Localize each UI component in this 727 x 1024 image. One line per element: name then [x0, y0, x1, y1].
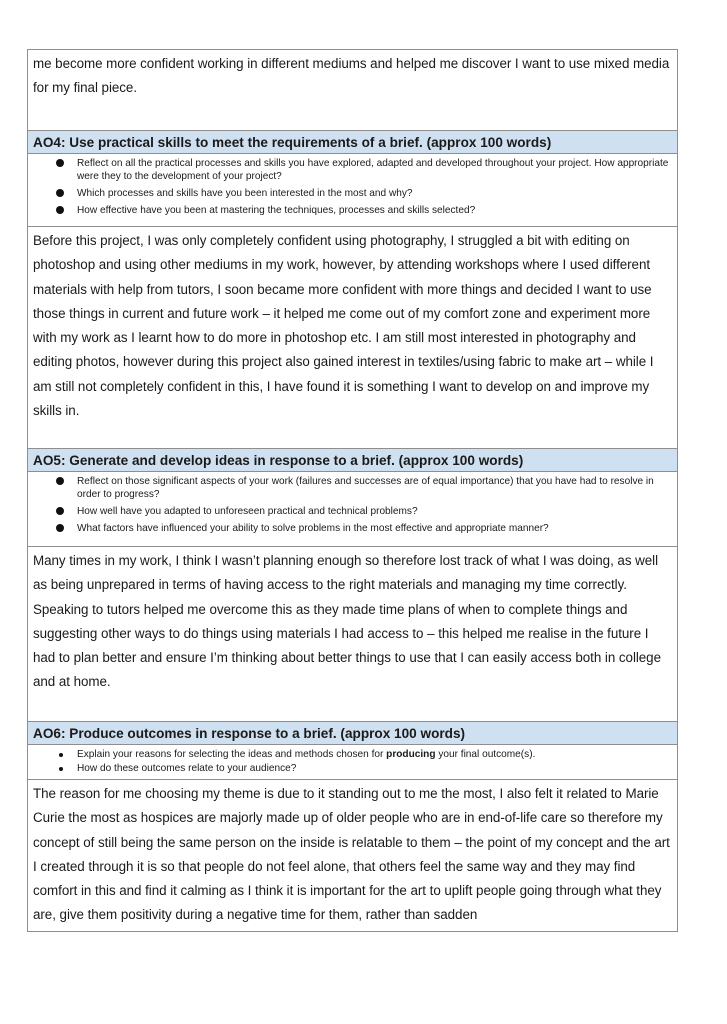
ao5-prompts: [28, 471, 677, 546]
prompt-item: Explain your reasons for selecting the ideas and methods chosen for producing your final outcome(s).: [28, 748, 677, 761]
bullet-icon: [56, 477, 64, 485]
ao5-heading: AO5: Generate and develop ideas in response to a brief. (approx 100 words): [28, 448, 677, 471]
bullet-icon: [59, 753, 63, 757]
ao4-prompts: [28, 153, 677, 226]
prompt-item: How do these outcomes relate to your audience?: [28, 762, 677, 775]
prompt-item: Reflect on those significant aspects of your work (failures and successes are of equal importance) that you have had to resolve in order to progress?: [28, 475, 677, 501]
ao6-prompts: [28, 744, 677, 779]
ao6-heading: AO6: Produce outcomes in response to a brief. (approx 100 words): [28, 721, 677, 744]
ao5-answer: Many times in my work, I think I wasn’t planning enough so therefore lost track of what I was doing, as well as being unprepared in terms of having access to the right materials and managing my time correctly. Speaking to tutors helped me overcome this as they made time plans of when to complete things and suggesting other ways to do things using materials I had access to – this helped me realise in the future I had to plan better and ensure I’m thinking about better things to use that I can easily access both in college and at home.: [28, 546, 677, 721]
bullet-icon: [56, 524, 64, 532]
ao4-heading: AO4: Use practical skills to meet the requirements of a brief. (approx 100 words): [28, 130, 677, 153]
prompt-item: How well have you adapted to unforeseen practical and technical problems?: [28, 505, 677, 518]
prompt-item: What factors have influenced your ability to solve problems in the most effective and appropriate manner?: [28, 522, 677, 535]
bullet-icon: [56, 206, 64, 214]
intro-answer: me become more confident working in different mediums and helped me discover I want to use mixed media for my final piece.: [33, 56, 670, 96]
prompt-item: Reflect on all the practical processes and skills you have explored, adapted and developed throughout your project. How appropriate were they to the development of your project?: [28, 157, 677, 183]
assessment-table: [27, 49, 678, 932]
ao6-answer: The reason for me choosing my theme is due to it standing out to me the most, I also felt it related to Marie Curie the most as hospices are majorly made up of older people who are in end-of-life care so therefore my concept of still being the same person on the inside is relatable to them – the point of my concept and the art I created through it is so that people do not feel alone, that others feel the same way and they may find comfort in this and find it calming as I think it is important for the art to uplift people going through what they are, give them positivity during a negative time for them, rather than sadden: [28, 779, 677, 931]
prompt-item: Which processes and skills have you been interested in the most and why?: [28, 187, 677, 200]
bullet-icon: [56, 159, 64, 167]
bullet-icon: [56, 189, 64, 197]
bullet-icon: [59, 767, 63, 771]
prompt-item: How effective have you been at mastering the techniques, processes and skills selected?: [28, 204, 677, 217]
ao4-answer: Before this project, I was only completely confident using photography, I struggled a bit with editing on photoshop and using other mediums in my work, however, by attending workshops where I used different materials with help from tutors, I soon became more confident with more things and decided I want to use those things in current and future work – it helped me come out of my comfort zone and experiment more with my work as I learnt how to do more in photoshop etc. I am still most interested in photography and editing photos, however during this project also gained interest in textiles/using fabric to make art – while I am still not completely confident in this, I have found it is something I want to develop on and improve my skills in.: [28, 226, 677, 448]
bullet-icon: [56, 507, 64, 515]
